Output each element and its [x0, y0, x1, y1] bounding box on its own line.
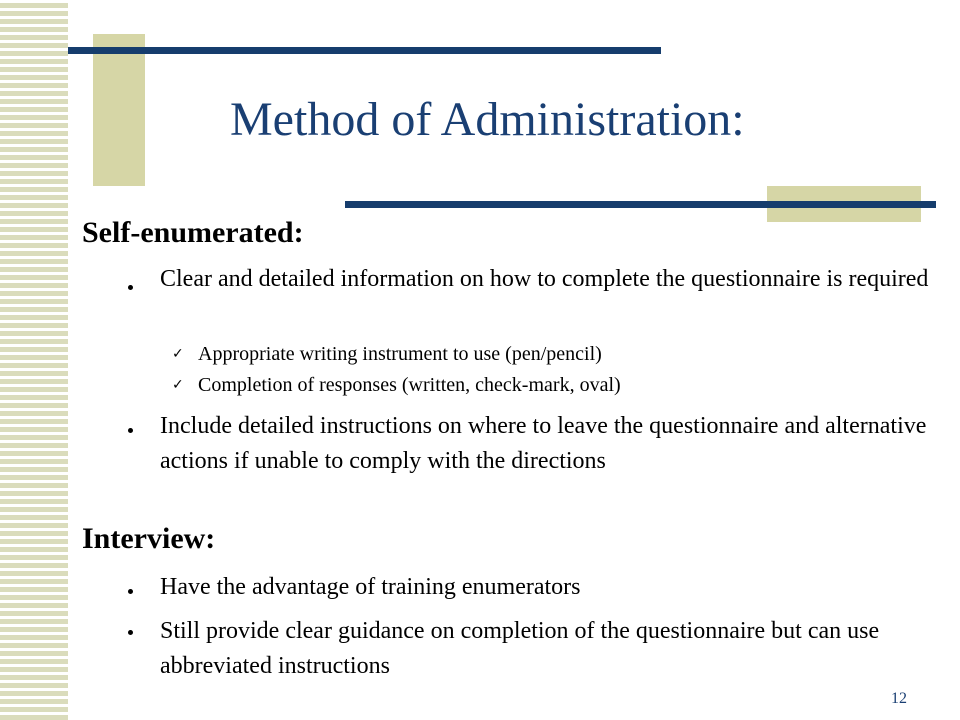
page-number: 12: [891, 690, 907, 707]
striped-margin: [0, 0, 68, 720]
bullet-dot-icon: [128, 428, 133, 433]
section-heading-self-enumerated: Self-enumerated:: [82, 216, 304, 249]
check-mark-icon: ✓: [172, 377, 184, 393]
section-heading-interview: Interview:: [82, 522, 216, 555]
bullet-dot-icon: [128, 285, 133, 290]
slide-title: Method of Administration:: [230, 93, 745, 146]
navy-rule-top: [68, 47, 661, 54]
list-item: Still provide clear guidance on completion of the questionnaire but can use abbreviated instructions: [160, 618, 880, 679]
list-item: Clear and detailed information on how to complete the questionnaire is required: [160, 266, 929, 292]
check-mark-icon: ✓: [172, 346, 184, 362]
navy-rule-bottom: [345, 201, 936, 208]
bullet-dot-icon: [128, 630, 133, 635]
bullet-dot-icon: [128, 589, 133, 594]
sub-list-item: Completion of responses (written, check-mark, oval): [198, 374, 621, 396]
list-item: Have the advantage of training enumerators: [160, 574, 581, 600]
sub-list-item: Appropriate writing instrument to use (pen/pencil): [198, 343, 602, 365]
olive-accent-bar-left: [93, 34, 145, 186]
list-item: Include detailed instructions on where to leave the questionnaire and alternative actions if unable to comply with the directions: [160, 413, 927, 474]
